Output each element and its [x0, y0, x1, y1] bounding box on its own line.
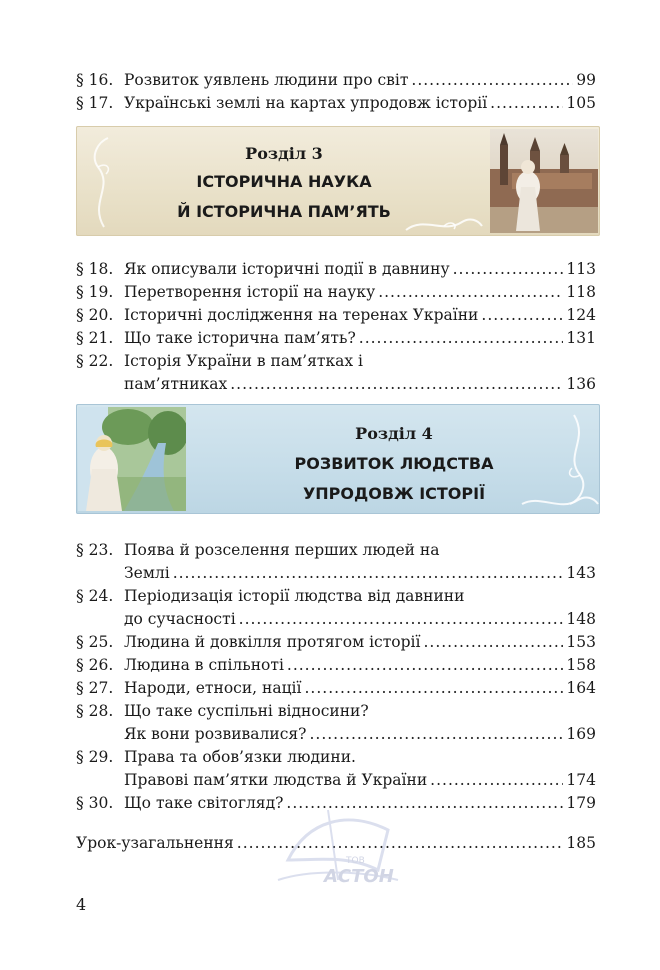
entry-title: Як вони розвивалися?	[124, 725, 307, 743]
leader-dots	[430, 769, 563, 791]
toc-entry-22-cont[interactable]	[76, 373, 596, 395]
entry-title: Народи, етноси, нації	[124, 679, 302, 697]
section-number: § 24.	[76, 587, 114, 605]
leader-dots	[230, 373, 563, 395]
section-4-banner	[76, 404, 600, 514]
page-ref: 153	[566, 633, 596, 651]
page-ref: 99	[576, 71, 596, 89]
entry-title: Що таке світогляд?	[124, 794, 284, 812]
page-ref: 124	[566, 306, 596, 324]
entry-title: Історичні дослідження на теренах України	[124, 306, 479, 324]
section-number: § 22.	[76, 352, 114, 370]
toc-entry-29[interactable]	[76, 746, 596, 768]
leader-dots	[378, 281, 563, 303]
page-ref: 113	[566, 260, 596, 278]
toc-entry-28[interactable]	[76, 700, 596, 722]
entry-title-line1: Права та обов’язки людини.	[124, 748, 356, 766]
entry-title-line1: Історія України в пам’ятках і	[124, 352, 364, 370]
leader-dots	[490, 92, 563, 114]
section-number: § 17.	[76, 94, 114, 112]
entry-title-line1: Поява й розселення перших людей на	[124, 541, 440, 559]
entry-title: Розвиток уявлень людини про світ	[124, 71, 409, 89]
entry-title: Правові пам’ятки людства й України	[124, 771, 428, 789]
entry-title: Як описували історичні події в давнину	[124, 260, 450, 278]
toc-entry-23-cont[interactable]	[76, 562, 596, 584]
toc-entry-17[interactable]	[76, 92, 596, 114]
toc-entry-20[interactable]	[76, 304, 596, 326]
park-statue-illustration	[78, 407, 186, 511]
page-ref: 105	[566, 94, 596, 112]
section-label: Розділ 4	[355, 424, 433, 443]
toc-entry-24-cont[interactable]	[76, 608, 596, 630]
page-ref: 169	[566, 725, 596, 743]
entry-title: Перетворення історії на науку	[124, 283, 376, 301]
page-ref: 118	[566, 283, 596, 301]
toc-entry-29-cont[interactable]	[76, 769, 596, 791]
page-ref: 179	[566, 794, 596, 812]
page-ref: 158	[566, 656, 596, 674]
page-ref: 164	[566, 679, 596, 697]
leader-dots	[423, 631, 563, 653]
leader-dots	[481, 304, 563, 326]
toc-entry-23[interactable]	[76, 539, 596, 561]
leader-dots	[304, 677, 563, 699]
section-number: § 25.	[76, 633, 114, 651]
toc-entry-18[interactable]	[76, 258, 596, 280]
section-number: § 16.	[76, 71, 114, 89]
toc-entry-22[interactable]	[76, 350, 596, 372]
toc-entry-21[interactable]	[76, 327, 596, 349]
leader-dots	[359, 327, 564, 349]
section-number: § 28.	[76, 702, 114, 720]
section-number: § 27.	[76, 679, 114, 697]
toc-entry-25[interactable]	[76, 631, 596, 653]
leader-dots	[309, 723, 563, 745]
page-ref: 143	[566, 564, 596, 582]
leader-dots	[173, 562, 564, 584]
entry-title: Людина в спільноті	[124, 656, 284, 674]
toc-entry-16[interactable]	[76, 69, 596, 91]
entry-title: Землі	[124, 564, 170, 582]
page-ref: 136	[566, 375, 596, 393]
leader-dots	[287, 654, 564, 676]
section-number: § 21.	[76, 329, 114, 347]
publisher-watermark	[268, 800, 408, 904]
section-number: § 30.	[76, 794, 114, 812]
toc-entry-24[interactable]	[76, 585, 596, 607]
section-3-banner	[76, 126, 600, 236]
entry-title: Людина й довкілля протягом історії	[124, 633, 421, 651]
section-number: § 19.	[76, 283, 114, 301]
section-number: § 23.	[76, 541, 114, 559]
entry-title: Урок-узагальнення	[76, 834, 234, 852]
entry-title-line1: Періодизація історії людства від давнини	[124, 587, 465, 605]
entry-title-line1: Що таке суспільні відносини?	[124, 702, 369, 720]
toc-entry-19[interactable]	[76, 281, 596, 303]
toc-entry-28-cont[interactable]	[76, 723, 596, 745]
section-number: § 26.	[76, 656, 114, 674]
page-ref: 148	[566, 610, 596, 628]
section-number: § 18.	[76, 260, 114, 278]
page-ref: 131	[566, 329, 596, 347]
section-title-line2: Й ІСТОРИЧНА ПАМ’ЯТЬ	[177, 202, 391, 221]
toc-entry-27[interactable]	[76, 677, 596, 699]
page-ref: 174	[566, 771, 596, 789]
watermark-small-text: ТОВ	[346, 856, 365, 866]
entry-title: до сучасності	[124, 610, 236, 628]
city-statue-illustration	[490, 129, 598, 233]
section-title-line1: ІСТОРИЧНА НАУКА	[196, 172, 372, 191]
leader-dots	[411, 69, 573, 91]
page-number: 4	[76, 895, 87, 914]
section-label: Розділ 3	[245, 144, 323, 163]
page-ref: 185	[566, 834, 596, 852]
entry-title: пам’ятниках	[124, 375, 228, 393]
entry-title: Що таке історична пам’ять?	[124, 329, 356, 347]
entry-title: Українські землі на картах упродовж історії	[124, 94, 488, 112]
leader-dots	[453, 258, 564, 280]
toc-entry-26[interactable]	[76, 654, 596, 676]
section-title-line2: УПРОДОВЖ ІСТОРІЇ	[302, 484, 486, 503]
watermark-brand-text: АСТОН	[324, 866, 394, 887]
section-number: § 29.	[76, 748, 114, 766]
leader-dots	[239, 608, 564, 630]
section-title-line1: РОЗВИТОК ЛЮДСТВА	[294, 454, 494, 473]
section-number: § 20.	[76, 306, 114, 324]
